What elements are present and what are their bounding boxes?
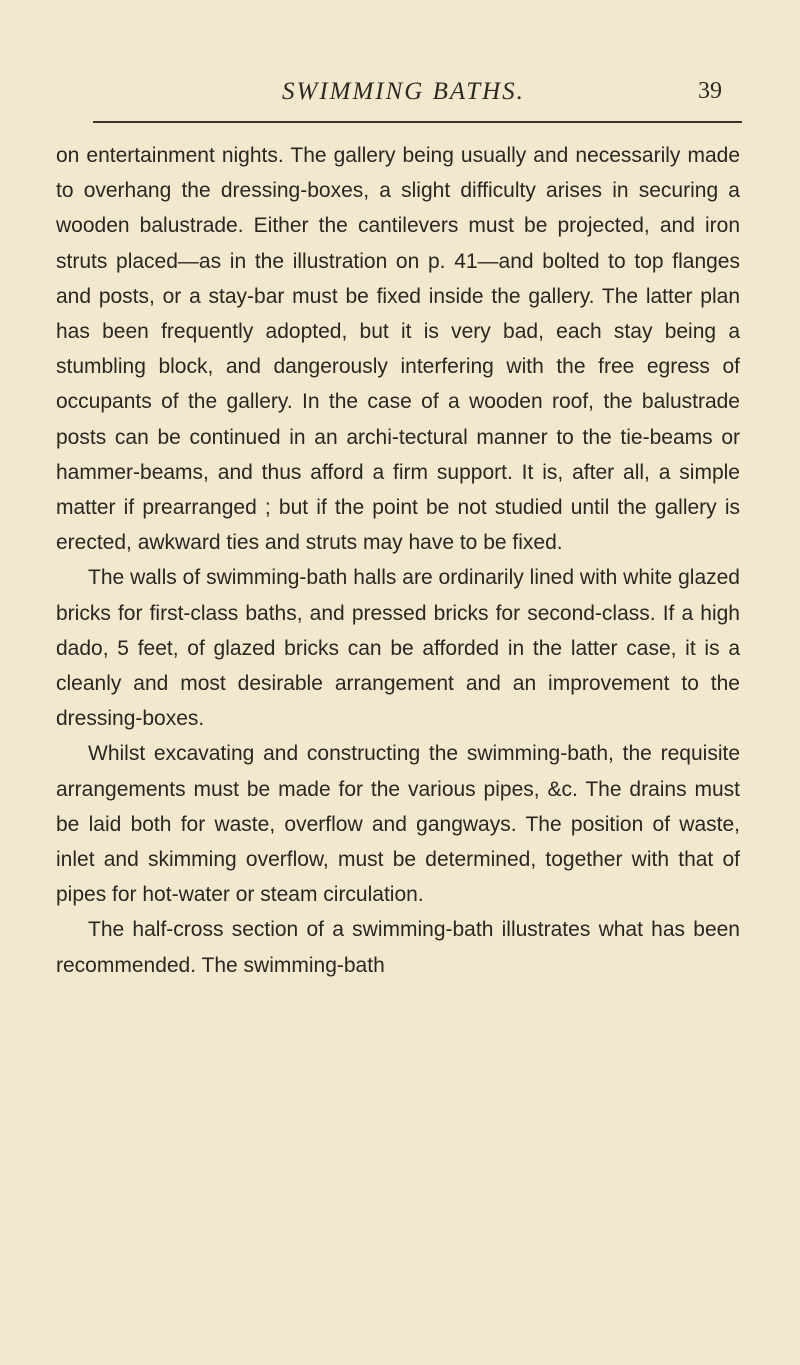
running-title: SWIMMING BATHS. (282, 78, 525, 105)
paragraph: Whilst excavating and constructing the swimming-bath, the requisite arrangements must be made for the various pipes, &c. The drains must be laid both for waste, overflow and gangways. The position of waste, inlet and skimming overflow, must be determined, together with that of pipes for hot-water or steam circulation. (56, 742, 740, 907)
header-rule (93, 121, 742, 123)
running-head (0, 74, 800, 114)
page-number: 39 (698, 78, 722, 104)
paragraph: The half-cross section of a swimming-bath illustrates what has been recommended. The swimming-bath (56, 918, 740, 977)
body-text (56, 138, 740, 983)
paragraph: on entertainment nights. The gallery being usually and necessarily made to overhang the dressing-boxes, a slight difficulty arises in securing a wooden balustrade. Either the cantilevers must be projected, and iron struts placed—as in the illustration on p. 41—and bolted to top flanges and posts, or a stay-bar must be fixed inside the gallery. The latter plan has been frequently adopted, but it is very bad, each stay being a stumbling block, and dangerously interfering with the free egress of occupants of the gallery. In the case of a wooden roof, the balustrade posts can be continued in an archi-tectural manner to the tie-beams or hammer-beams, and thus afford a firm support. It is, after all, a simple matter if prearranged ; but if the point be not studied until the gallery is erected, awkward ties and struts may have to be fixed. (56, 144, 740, 555)
paragraph: The walls of swimming-bath halls are ordinarily lined with white glazed bricks for first-class baths, and pressed bricks for second-class. If a high dado, 5 feet, of glazed bricks can be afforded in the latter case, it is a cleanly and most desirable arrangement and an improvement to the dressing-boxes. (56, 566, 740, 731)
